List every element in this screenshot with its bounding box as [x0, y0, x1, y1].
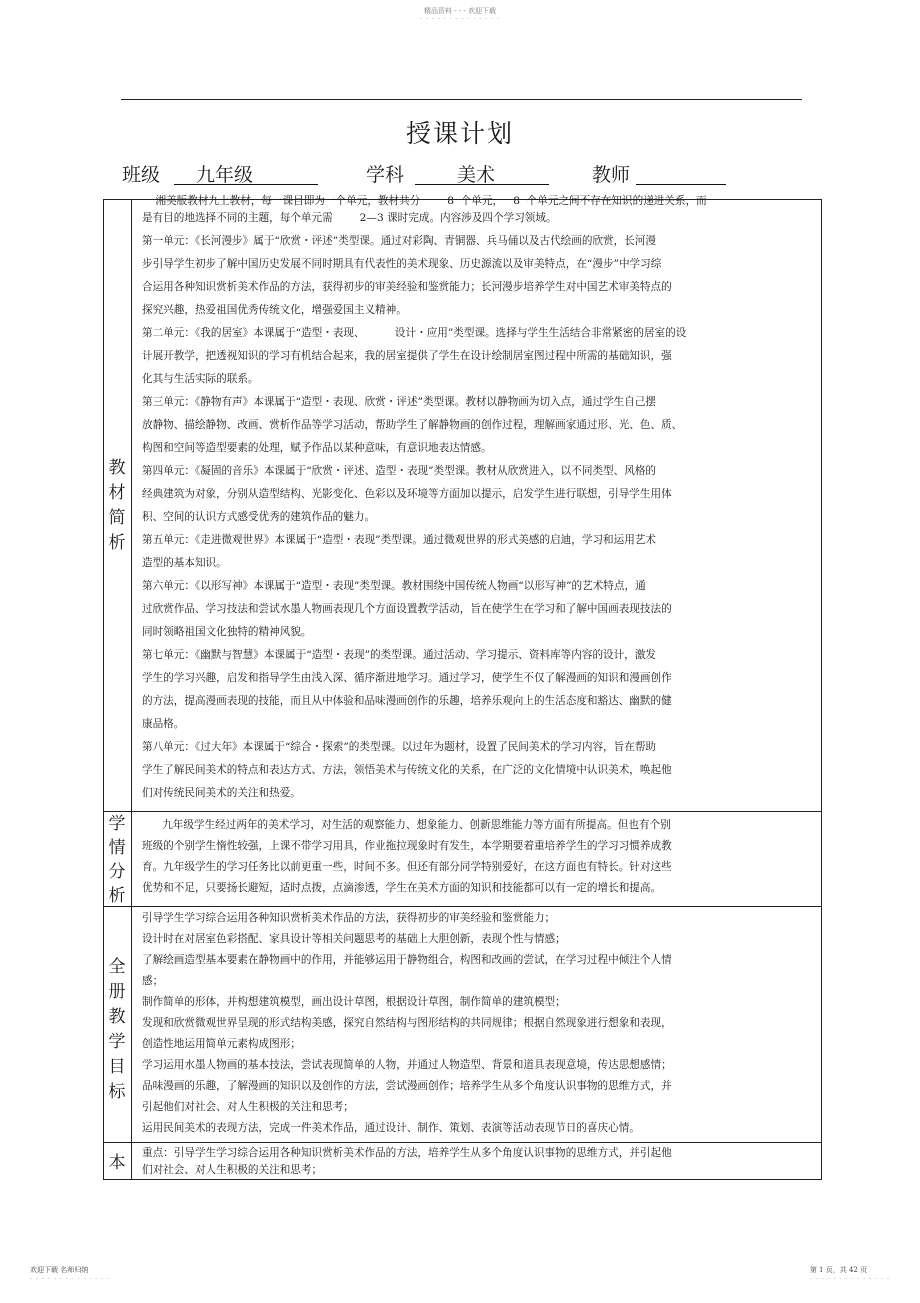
label-char: 教 — [108, 458, 126, 478]
subject-label: 学科 — [366, 164, 405, 186]
label-char: 本 — [108, 1153, 126, 1173]
text-line: 湘美版教材九上教材，每一课目即为一个单元，教材共分 8 个单元， 8 个单元之间不存在知识的递进关系，而 — [142, 195, 707, 207]
teacher-label: 教师 — [592, 164, 631, 186]
label-char: 全 — [108, 957, 126, 977]
section-text-goals — [142, 908, 814, 1139]
class-label: 班级 — [122, 164, 161, 186]
label-char: 学 — [108, 1032, 126, 1052]
footer-right — [810, 1265, 890, 1282]
top-note-dashes: - - - - - - - - - - - - - - — [419, 15, 501, 22]
table-divider — [131, 199, 132, 1180]
text-line: 品味漫画的乐趣，了解漫画的知识以及创作的方法，尝试漫画创作；培养学生从多个角度认识事物的思维方式，并 — [142, 1080, 672, 1092]
label-char: 析 — [108, 533, 126, 553]
text-line: 计展开教学，把透视知识的学习有机结合起来，我的居室提供了学生在设计绘制居室图过程中所需的基础知识，强 — [142, 350, 672, 362]
label-char: 简 — [108, 508, 126, 528]
text-line: 积、空间的认识方式感受优秀的建筑作品的魅力。 — [142, 511, 376, 523]
text-line: 引导学生学习综合运用各种知识赏析美术作品的方法，获得初步的审美经验和鉴赏能力； — [142, 912, 556, 924]
text-line: 第五单元：《走进微观世界》本课属于“造型・表现”类型课。通过微观世界的形式美感的启迪，学习和运用艺术 — [142, 534, 657, 546]
text-line: 第四单元：《凝固的音乐》本课属于“欣赏・评述、造型・表现”类型课。教材从欣赏进入，以不同类型、风格的 — [142, 465, 657, 477]
text-line: 九年级学生经过两年的美术学习，对生活的观察能力、想象能力、创新思维能力等方面有所提高。但也有个别 — [142, 819, 671, 831]
text-line: 育。九年级学生的学习任务比以前更重一些，时间不多。但还有部分同学特别爱好，在这方面也有特长。针对这些 — [142, 861, 672, 873]
text-line: 引起他们对社会、对人生积极的关注和思考； — [142, 1101, 354, 1113]
text-line: 探究兴趣，热爱祖国优秀传统文化，增强爱国主义精神。 — [142, 304, 407, 316]
text-line: 第二单元：《我的居室》本课属于“造型・表现、 设计・应用”类型课。选择与学生生活结合非常紧密的居室的设 — [142, 327, 687, 339]
text-line: 第八单元：《过大年》本课属于“综合・探索”的类型课。以过年为题材，设置了民间美术的学习内容，旨在帮助 — [142, 741, 657, 753]
section-text-materials — [142, 194, 814, 805]
page-top-note — [0, 6, 920, 22]
subject-value: 美术 — [457, 164, 496, 186]
section-label-goals — [103, 955, 131, 1105]
text-line: 设计时在对居室色彩搭配、家具设计等相关问题思考的基础上大胆创新，表现个性与情感； — [142, 933, 566, 945]
text-line: 第六单元：《以形写神》本课属于“造型・表现”类型课。教材围绕中国传统人物画“以形写神”的艺术特点，通 — [142, 580, 646, 592]
section-label-materials — [103, 456, 131, 556]
text-line: 步引导学生初步了解中国历史发展不同时期具有代表性的美术现象、历史源流以及审美特点，在“漫步”中学习综 — [142, 258, 662, 270]
text-line: 们对传统民间美术的关注和热爱。 — [142, 787, 301, 799]
text-line: 重点：引导学生学习综合运用各种知识赏析美术作品的方法，培养学生从多个角度认识事物的思维方式，并引起他 — [142, 1147, 672, 1159]
footer-left-text: 欢迎下载 名师归纳 — [30, 1266, 89, 1274]
label-char: 标 — [108, 1082, 126, 1102]
text-line: 化其与生活实际的联系。 — [142, 373, 259, 385]
class-value: 九年级 — [196, 164, 254, 186]
text-line: 发现和欣赏微观世界呈现的形式结构美感，探究自然结构与图形结构的共同规律；根据自然现象进行想象和表现， — [142, 1017, 672, 1029]
text-line: 创造性地运用简单元素构成图形； — [142, 1038, 301, 1050]
section-label-students — [103, 812, 131, 908]
text-line: 的方法，提高漫画表现的技能，而且从中体验和品味漫画创作的乐趣，培养乐观向上的生活态度和豁达、幽默的健 — [142, 695, 672, 707]
label-char: 析 — [108, 886, 126, 906]
header-rule — [121, 99, 802, 100]
page-title: 授课计划 — [405, 119, 514, 148]
text-line: 是有目的地选择不同的主题，每个单元需 2—3 课时完成。内容涉及四个学习领域。 — [142, 212, 557, 224]
label-char: 册 — [108, 982, 126, 1002]
teacher-value-field — [636, 160, 726, 185]
footer-left-dashes: - - - - - - - - - - - - - - — [30, 1275, 111, 1282]
text-line: 班级的个别学生惰性较强，上课不带学习用具，作业拖拉现象时有发生，本学期要着重培养学生的学习习惯养成教 — [142, 840, 672, 852]
class-value-field — [174, 160, 318, 185]
section-label-key — [103, 1151, 131, 1176]
section-text-students — [142, 815, 814, 899]
text-line: 优势和不足，只要扬长避短，适时点拨，点滴渗透，学生在美术方面的知识和技能都可以有一定的增长和提高。 — [142, 882, 662, 894]
text-line: 学生的学习兴趣，启发和指导学生由浅入深、循序渐进地学习。通过学习，使学生不仅了解漫画的知识和漫画创作 — [142, 672, 672, 684]
text-line: 同时领略祖国文化独特的精神风貌。 — [142, 626, 312, 638]
text-line: 们对社会、对人生积极的关注和思考； — [142, 1164, 323, 1176]
section-text-key — [142, 1145, 814, 1179]
text-line: 合运用各种知识赏析美术作品的方法，获得初步的审美经验和鉴赏能力；长河漫步培养学生对中国艺术审美特点的 — [142, 281, 672, 293]
label-char: 教 — [108, 1007, 126, 1027]
label-char: 材 — [108, 483, 126, 503]
top-note-text: 精品资料 - - - 欢迎下载 — [424, 7, 496, 15]
label-char: 学 — [108, 814, 126, 834]
label-char: 分 — [108, 862, 126, 882]
footer-left — [30, 1265, 110, 1282]
row-rule-1 — [103, 811, 822, 812]
text-line: 过欣赏作品、学习技法和尝试水墨人物画表现几个方面设置教学活动，旨在使学生在学习和了解中国画表现技法的 — [142, 603, 672, 615]
text-line: 第三单元：《静物有声》本课属于“造型・表现、欣赏・评述”类型课。教材以静物画为切入点，通过学生自己摆 — [142, 396, 657, 408]
page-number: 第 1 页，共 42 页 — [809, 1266, 868, 1274]
text-line: 学生了解民间美术的特点和表达方式、方法，领悟美术与传统文化的关系，在广泛的文化情境中认识美术，唤起他 — [142, 764, 672, 776]
row-rule-3 — [103, 1142, 822, 1143]
text-line: 康品格。 — [142, 718, 185, 730]
label-char: 情 — [108, 838, 126, 858]
text-line: 第七单元：《幽默与智慧》本课属于“造型・表现”的类型课。通过活动、学习提示、资料库等内容的设计，激发 — [142, 649, 657, 661]
info-row — [122, 160, 822, 186]
text-line: 第一单元：《长河漫步》属于“欣赏・评述”类型课。通过对彩陶、青铜器、兵马俑以及古代绘画的欣赏，长河漫 — [142, 235, 657, 247]
text-line: 构图和空间等造型要素的处理，赋予作品以某种意味，有意识地表达情感。 — [142, 442, 492, 454]
text-line: 了解绘画造型基本要素在静物画中的作用，并能够运用于静物组合，构图和改画的尝试，在学习过程中倾注个人情 — [142, 954, 672, 966]
text-line: 造型的基本知识。 — [142, 557, 227, 569]
footer-right-dashes: - - - - - - - - - - - - - - — [809, 1275, 890, 1282]
text-line: 感； — [142, 975, 164, 987]
text-line: 运用民间美术的表现方法，完成一件美术作品，通过设计、制作、策划、表演等活动表现节日的喜庆心情。 — [142, 1122, 640, 1134]
text-line: 制作简单的形体，并构想建筑模型，画出设计草图，根据设计草图，制作简单的建筑模型； — [142, 996, 566, 1008]
text-line: 放静物、描绘静物、改画、赏析作品等学习活动，帮助学生了解静物画的创作过程，理解画家通过形、光、色、质、 — [142, 419, 683, 431]
text-line: 经典建筑为对象，分别从造型结构、光影变化、色彩以及环境等方面加以提示，启发学生进行联想，引导学生用体 — [142, 488, 672, 500]
row-rule-2 — [103, 906, 822, 907]
label-char: 目 — [108, 1057, 126, 1077]
subject-value-field — [415, 160, 549, 185]
text-line: 学习运用水墨人物画的基本技法，尝试表现简单的人物，并通过人物造型、背景和道具表现意境，传达思想感情； — [142, 1059, 672, 1071]
